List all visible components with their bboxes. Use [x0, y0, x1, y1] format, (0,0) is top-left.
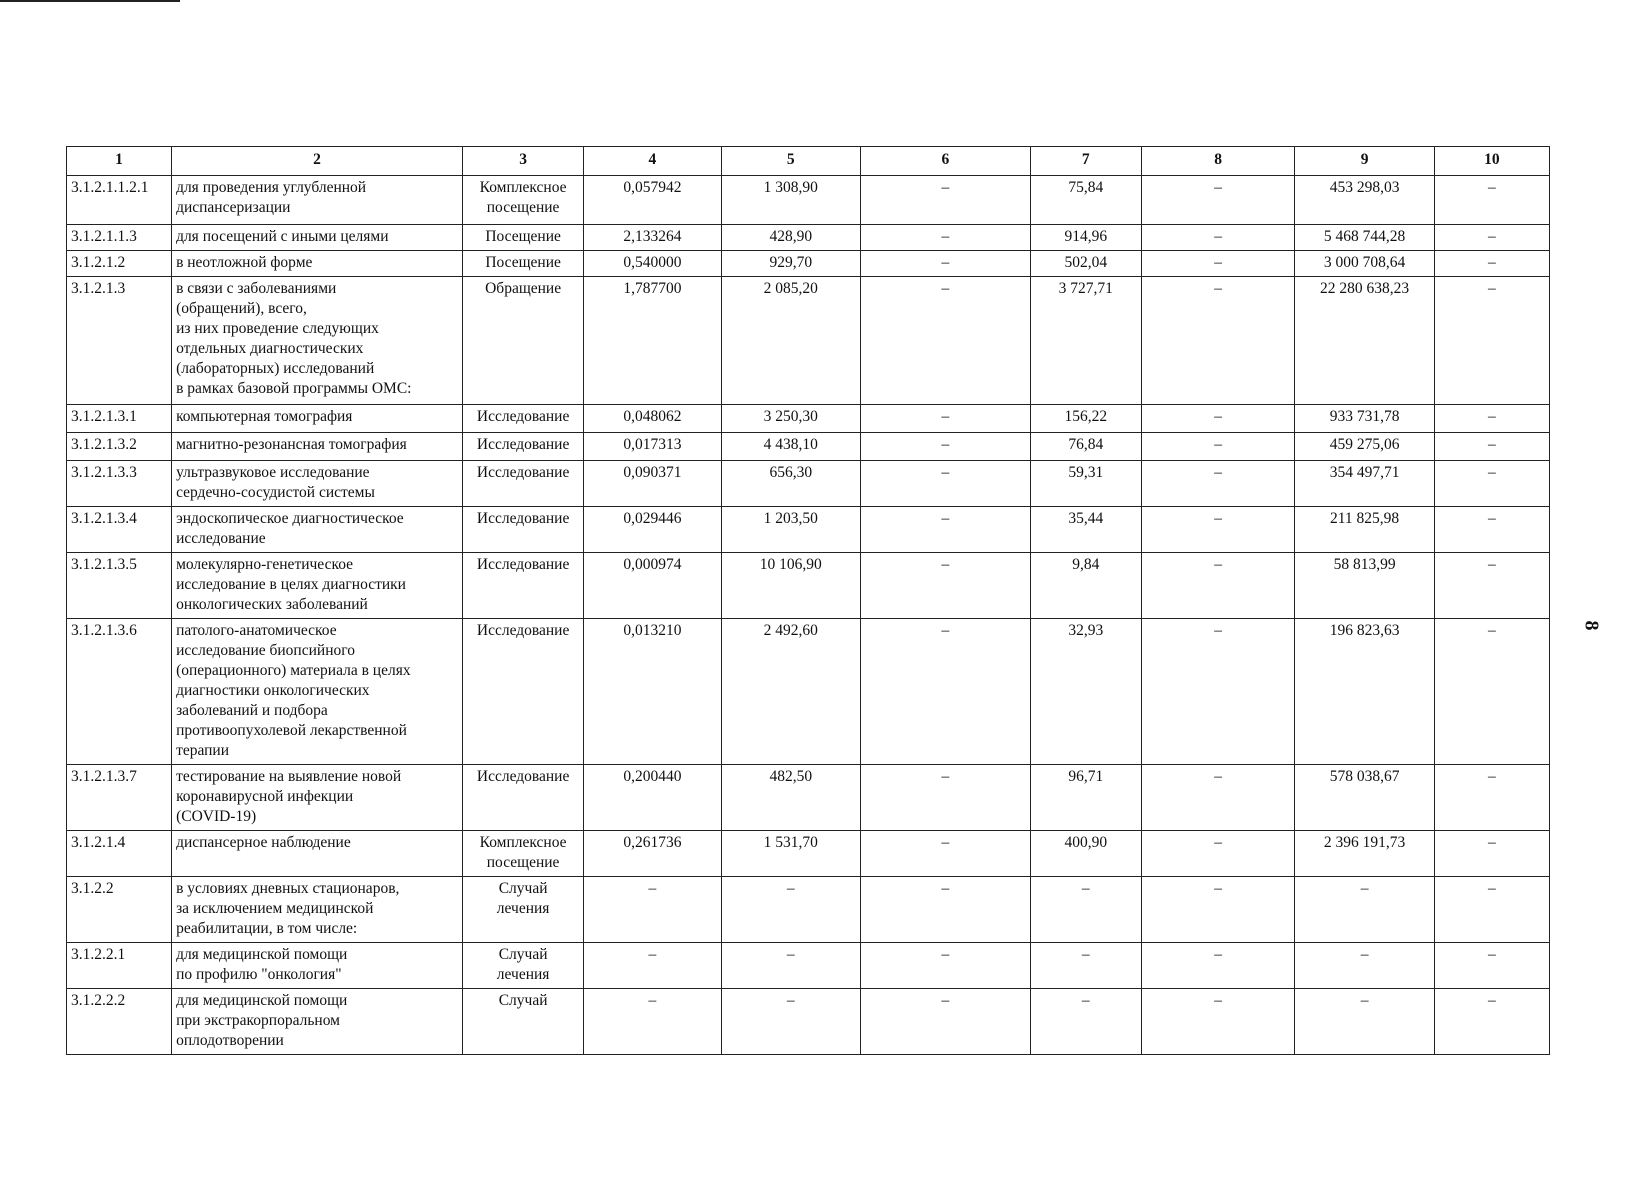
row-unit: Посещение [463, 251, 584, 277]
row-value-col9: – [1295, 943, 1434, 989]
row-value-col5: 4 438,10 [721, 433, 860, 461]
row-value-col7: 914,96 [1030, 225, 1141, 251]
row-unit: Комплексное посещение [463, 176, 584, 225]
column-header: 1 [67, 147, 172, 176]
table-row [67, 943, 1550, 989]
row-value-col9: 22 280 638,23 [1295, 277, 1434, 405]
row-name: в связи с заболеваниями (обращений), всего, из них проведение следующих отдельных диагностических (лабораторных) исследований в рамках базовой программы ОМС: [172, 277, 463, 405]
row-code: 3.1.2.1.3.3 [67, 461, 172, 507]
row-name: в условиях дневных стационаров, за исключением медицинской реабилитации, в том числе: [172, 877, 463, 943]
row-value-col6: – [861, 943, 1031, 989]
row-value-col4: 0,017313 [584, 433, 721, 461]
column-header: 7 [1030, 147, 1141, 176]
row-value-col5: – [721, 877, 860, 943]
row-value-col6: – [861, 405, 1031, 433]
row-value-col9: – [1295, 989, 1434, 1055]
row-value-col8: – [1141, 831, 1295, 877]
row-value-col4: 0,200440 [584, 765, 721, 831]
row-value-col6: – [861, 225, 1031, 251]
row-value-col5: 1 308,90 [721, 176, 860, 225]
row-value-col4: 0,048062 [584, 405, 721, 433]
data-table [66, 146, 1550, 1055]
row-value-col5: 929,70 [721, 251, 860, 277]
column-header: 5 [721, 147, 860, 176]
row-unit: Исследование [463, 619, 584, 765]
row-value-col7: 35,44 [1030, 507, 1141, 553]
row-value-col8: – [1141, 433, 1295, 461]
row-value-col9: 933 731,78 [1295, 405, 1434, 433]
row-name: молекулярно-генетическое исследование в целях диагностики онкологических заболеваний [172, 553, 463, 619]
row-value-col5: 656,30 [721, 461, 860, 507]
table-row [67, 507, 1550, 553]
row-value-col9: 5 468 744,28 [1295, 225, 1434, 251]
table-row [67, 765, 1550, 831]
row-code: 3.1.2.1.3.6 [67, 619, 172, 765]
row-value-col5: 2 492,60 [721, 619, 860, 765]
row-code: 3.1.2.1.1.3 [67, 225, 172, 251]
row-value-col9: 196 823,63 [1295, 619, 1434, 765]
row-value-col7: 156,22 [1030, 405, 1141, 433]
row-value-col4: 2,133264 [584, 225, 721, 251]
row-value-col10: – [1434, 765, 1549, 831]
row-value-col5: 1 531,70 [721, 831, 860, 877]
row-value-col5: 2 085,20 [721, 277, 860, 405]
row-value-col6: – [861, 507, 1031, 553]
row-value-col8: – [1141, 251, 1295, 277]
row-value-col6: – [861, 989, 1031, 1055]
row-value-col4: – [584, 877, 721, 943]
table-row [67, 225, 1550, 251]
row-code: 3.1.2.1.3.5 [67, 553, 172, 619]
row-unit: Посещение [463, 225, 584, 251]
row-value-col8: – [1141, 765, 1295, 831]
row-value-col7: 32,93 [1030, 619, 1141, 765]
row-value-col8: – [1141, 943, 1295, 989]
row-value-col7: 59,31 [1030, 461, 1141, 507]
row-value-col9: 211 825,98 [1295, 507, 1434, 553]
row-value-col10: – [1434, 251, 1549, 277]
row-unit: Случай лечения [463, 877, 584, 943]
row-value-col9: 2 396 191,73 [1295, 831, 1434, 877]
column-header: 2 [172, 147, 463, 176]
row-value-col4: 0,090371 [584, 461, 721, 507]
row-value-col6: – [861, 553, 1031, 619]
column-header: 6 [861, 147, 1031, 176]
table-row [67, 831, 1550, 877]
row-code: 3.1.2.2 [67, 877, 172, 943]
row-value-col5: – [721, 989, 860, 1055]
table-row [67, 877, 1550, 943]
row-value-col6: – [861, 433, 1031, 461]
row-value-col8: – [1141, 461, 1295, 507]
row-name: ультразвуковое исследование сердечно-сосудистой системы [172, 461, 463, 507]
row-value-col10: – [1434, 433, 1549, 461]
row-value-col9: 354 497,71 [1295, 461, 1434, 507]
column-number-row [67, 147, 1550, 176]
row-value-col4: 0,540000 [584, 251, 721, 277]
row-value-col5: 1 203,50 [721, 507, 860, 553]
row-value-col4: 0,057942 [584, 176, 721, 225]
row-value-col10: – [1434, 877, 1549, 943]
page-number: 8 [1580, 620, 1603, 631]
row-value-col7: 400,90 [1030, 831, 1141, 877]
row-value-col9: 459 275,06 [1295, 433, 1434, 461]
row-unit: Обращение [463, 277, 584, 405]
row-value-col10: – [1434, 176, 1549, 225]
row-unit: Исследование [463, 765, 584, 831]
row-value-col4: – [584, 989, 721, 1055]
row-value-col6: – [861, 831, 1031, 877]
row-value-col7: – [1030, 943, 1141, 989]
row-value-col8: – [1141, 553, 1295, 619]
row-value-col6: – [861, 765, 1031, 831]
row-code: 3.1.2.1.3.1 [67, 405, 172, 433]
row-value-col7: – [1030, 877, 1141, 943]
row-value-col5: 428,90 [721, 225, 860, 251]
row-value-col9: 58 813,99 [1295, 553, 1434, 619]
row-value-col5: 3 250,30 [721, 405, 860, 433]
row-value-col4: – [584, 943, 721, 989]
row-value-col4: 0,000974 [584, 553, 721, 619]
table-row [67, 405, 1550, 433]
row-code: 3.1.2.2.2 [67, 989, 172, 1055]
row-value-col9: 3 000 708,64 [1295, 251, 1434, 277]
row-value-col8: – [1141, 877, 1295, 943]
row-value-col10: – [1434, 225, 1549, 251]
row-unit: Исследование [463, 553, 584, 619]
row-code: 3.1.2.1.1.2.1 [67, 176, 172, 225]
column-header: 8 [1141, 147, 1295, 176]
table-row [67, 461, 1550, 507]
row-value-col6: – [861, 461, 1031, 507]
row-code: 3.1.2.1.3 [67, 277, 172, 405]
row-value-col4: 1,787700 [584, 277, 721, 405]
row-name: тестирование на выявление новой коронавирусной инфекции (COVID-19) [172, 765, 463, 831]
row-name: для посещений с иными целями [172, 225, 463, 251]
row-value-col9: 578 038,67 [1295, 765, 1434, 831]
row-code: 3.1.2.2.1 [67, 943, 172, 989]
row-unit: Случай лечения [463, 943, 584, 989]
row-value-col8: – [1141, 619, 1295, 765]
row-value-col10: – [1434, 989, 1549, 1055]
row-value-col5: 10 106,90 [721, 553, 860, 619]
row-value-col7: 3 727,71 [1030, 277, 1141, 405]
row-unit: Комплексное посещение [463, 831, 584, 877]
row-value-col7: 75,84 [1030, 176, 1141, 225]
table-row [67, 989, 1550, 1055]
row-name: для проведения углубленной диспансеризации [172, 176, 463, 225]
row-value-col10: – [1434, 831, 1549, 877]
row-code: 3.1.2.1.2 [67, 251, 172, 277]
row-code: 3.1.2.1.3.2 [67, 433, 172, 461]
row-code: 3.1.2.1.3.4 [67, 507, 172, 553]
row-unit: Исследование [463, 433, 584, 461]
column-header: 3 [463, 147, 584, 176]
row-value-col10: – [1434, 619, 1549, 765]
row-name: для медицинской помощи по профилю "онкология" [172, 943, 463, 989]
row-name: в неотложной форме [172, 251, 463, 277]
row-value-col10: – [1434, 943, 1549, 989]
table-row [67, 553, 1550, 619]
table-row [67, 619, 1550, 765]
row-value-col7: 9,84 [1030, 553, 1141, 619]
table-row [67, 176, 1550, 225]
row-value-col10: – [1434, 553, 1549, 619]
row-value-col6: – [861, 877, 1031, 943]
column-header: 9 [1295, 147, 1434, 176]
row-name: магнитно-резонансная томография [172, 433, 463, 461]
row-value-col9: 453 298,03 [1295, 176, 1434, 225]
table-row [67, 251, 1550, 277]
row-name: для медицинской помощи при экстракорпоральном оплодотворении [172, 989, 463, 1055]
row-name: диспансерное наблюдение [172, 831, 463, 877]
table-row [67, 277, 1550, 405]
row-value-col8: – [1141, 225, 1295, 251]
row-name: эндоскопическое диагностическое исследование [172, 507, 463, 553]
table-body [67, 176, 1550, 1055]
row-value-col8: – [1141, 989, 1295, 1055]
row-value-col7: 502,04 [1030, 251, 1141, 277]
row-value-col6: – [861, 176, 1031, 225]
column-header: 10 [1434, 147, 1549, 176]
row-value-col10: – [1434, 507, 1549, 553]
row-unit: Исследование [463, 507, 584, 553]
row-unit: Исследование [463, 461, 584, 507]
table-row [67, 433, 1550, 461]
row-value-col8: – [1141, 277, 1295, 405]
row-value-col7: 96,71 [1030, 765, 1141, 831]
row-value-col4: 0,013210 [584, 619, 721, 765]
row-unit: Исследование [463, 405, 584, 433]
row-value-col10: – [1434, 405, 1549, 433]
row-name: компьютерная томография [172, 405, 463, 433]
row-value-col8: – [1141, 405, 1295, 433]
row-value-col8: – [1141, 507, 1295, 553]
row-value-col8: – [1141, 176, 1295, 225]
row-value-col6: – [861, 619, 1031, 765]
row-name: патолого-анатомическое исследование биопсийного (операционного) материала в целях диагностики онкологических заболеваний и подбора противоопухолевой лекарственной терапии [172, 619, 463, 765]
row-value-col9: – [1295, 877, 1434, 943]
top-edge-line [0, 0, 180, 2]
row-value-col6: – [861, 277, 1031, 405]
row-value-col10: – [1434, 277, 1549, 405]
row-value-col4: 0,029446 [584, 507, 721, 553]
column-header: 4 [584, 147, 721, 176]
row-value-col6: – [861, 251, 1031, 277]
row-value-col5: 482,50 [721, 765, 860, 831]
row-code: 3.1.2.1.3.7 [67, 765, 172, 831]
row-value-col5: – [721, 943, 860, 989]
row-value-col7: 76,84 [1030, 433, 1141, 461]
row-value-col10: – [1434, 461, 1549, 507]
row-code: 3.1.2.1.4 [67, 831, 172, 877]
row-value-col4: 0,261736 [584, 831, 721, 877]
row-value-col7: – [1030, 989, 1141, 1055]
row-unit: Случай [463, 989, 584, 1055]
